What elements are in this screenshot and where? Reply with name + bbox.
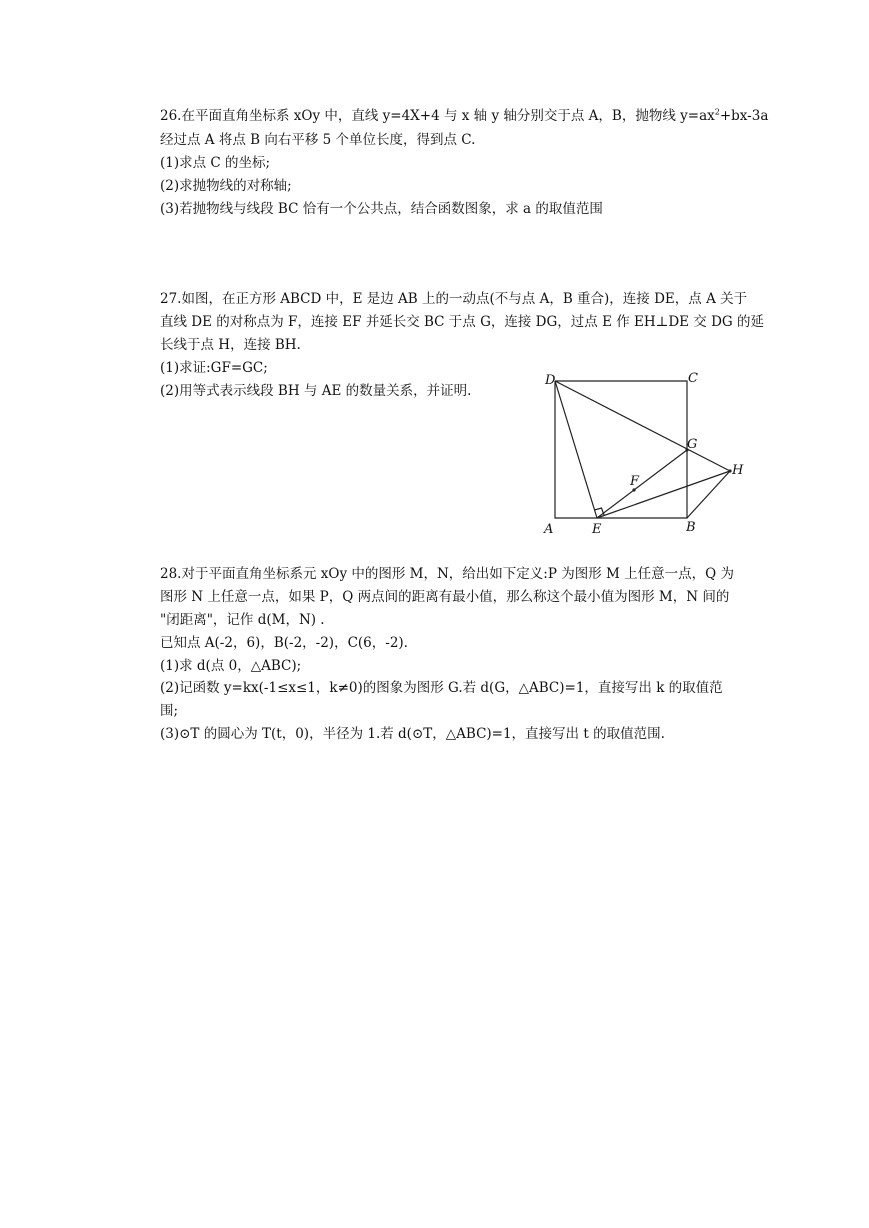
q28-line-1: 28.对于平面直角坐标系元 xOy 中的图形 M，N，给出如下定义:P 为图形 M 上任意一点，Q 为 xyxy=(160,566,734,582)
q28-part-3: (3)⊙T 的圆心为 T(t，0)，半径为 1.若 d(⊙T，△ABC)=1，直接写出 t 的取值范围. xyxy=(160,726,665,742)
label-d: D xyxy=(545,373,556,388)
q28-part-2-cont: 围; xyxy=(160,703,179,719)
q27-part-2: (2)用等式表示线段 BH 与 AE 的数量关系，并证明. xyxy=(160,383,472,399)
label-f: F xyxy=(630,474,640,489)
label-h: H xyxy=(732,463,744,478)
q28-line-4: 已知点 A(-2，6)，B(-2，-2)，C(6，-2). xyxy=(160,635,408,651)
q26-part-3: (3)若抛物线与线段 BC 恰有一个公共点，结合函数图象，求 a 的取值范围 xyxy=(160,201,603,217)
q27-line-1: 27.如图，在正方形 ABCD 中，E 是边 AB 上的一动点(不与点 A，B 重合)，连接 DE，点 A 关于 xyxy=(160,291,748,307)
q26-line-2: 经过点 A 将点 B 向右平移 5 个单位长度，得到点 C. xyxy=(160,132,476,148)
superscript-2: 2 xyxy=(714,107,720,117)
q26-line-1 xyxy=(160,108,768,124)
segment-dh xyxy=(555,381,730,471)
label-e: E xyxy=(592,522,602,535)
segment-de xyxy=(555,381,597,518)
label-b: B xyxy=(686,520,696,535)
q28-part-2: (2)记函数 y=kx(-1≤x≤1，k≠0)的图象为图形 G.若 d(G，△ABC)=1，直接写出 k 的取值范 xyxy=(160,680,723,696)
label-c: C xyxy=(688,371,698,386)
q26-part-2: (2)求抛物线的对称轴; xyxy=(160,178,292,194)
label-g: G xyxy=(687,437,698,452)
q27-part-1: (1)求证:GF=GC; xyxy=(160,360,268,376)
q28-line-2: 图形 N 上任意一点，如果 P，Q 两点间的距离有最小值，那么称这个最小值为图形 M，N 间的 xyxy=(160,589,730,605)
q26-line-1-tail: +bx-3a xyxy=(719,108,769,124)
q28-line-3: "闭距离"，记作 d(M，N) . xyxy=(160,612,325,628)
segment-eg xyxy=(597,450,687,518)
label-a: A xyxy=(544,522,554,535)
square-abcd xyxy=(555,381,687,518)
q26-part-1: (1)求点 C 的坐标; xyxy=(160,155,271,171)
q27-line-3: 长线于点 H，连接 BH. xyxy=(160,337,301,353)
q26-line-1-text: 26.在平面直角坐标系 xOy 中，直线 y=4X+4 与 x 轴 y 轴分别交于点 A，B，抛物线 y=ax xyxy=(160,108,715,124)
q27-line-2: 直线 DE 的对称点为 F，连接 EF 并延长交 BC 于点 G，连接 DG，过点 E 作 EH⊥DE 交 DG 的延 xyxy=(160,314,764,330)
q28-part-1: (1)求 d(点 0，△ABC); xyxy=(160,658,302,674)
square-geometry-figure xyxy=(540,365,755,535)
segment-eh xyxy=(597,471,730,518)
